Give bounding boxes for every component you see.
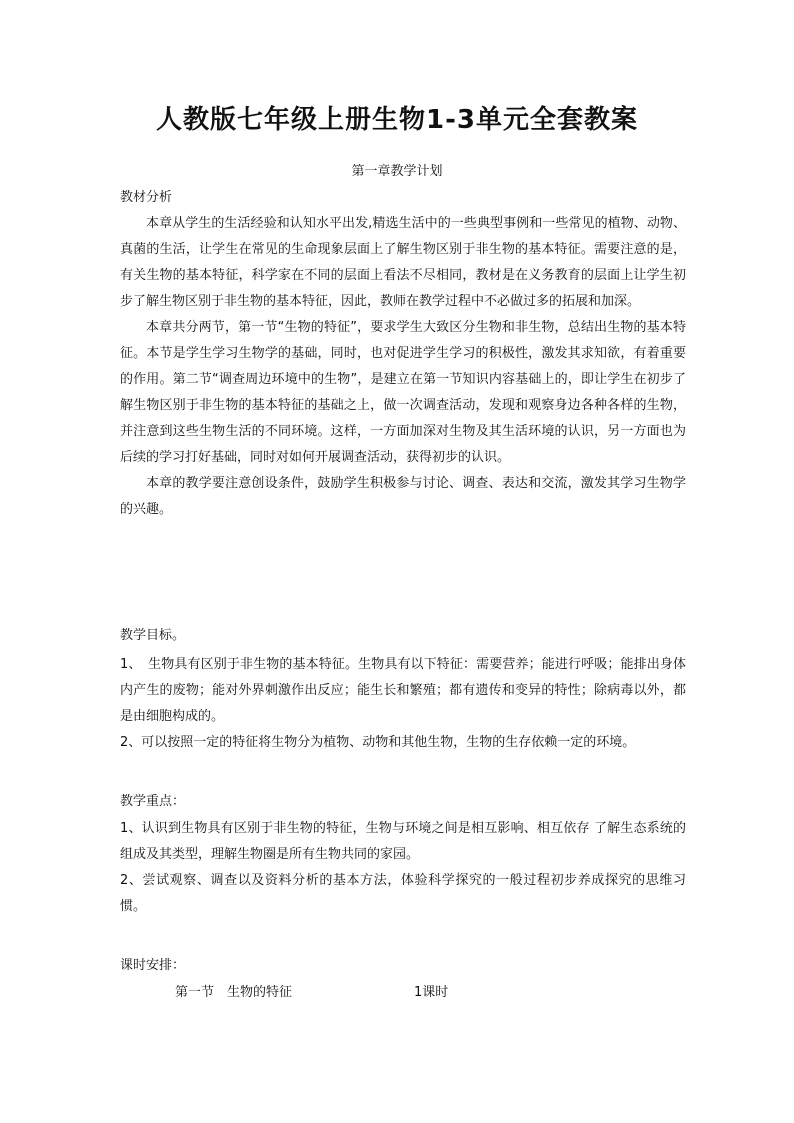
schedule-heading: 课时安排： [120, 958, 186, 973]
list-item: 1、认识到生物具有区别于非生物的特征，生物与环境之间是相互影响、相互依存 了解生态系统的组成及其类型，理解生物圈是所有生物共同的家园。 [120, 821, 686, 862]
teaching-goals-section [120, 652, 686, 756]
list-item: 2、尝试观察、调查以及资料分析的基本方法，体验科学探究的一般过程初步养成探究的思维习惯。 [120, 873, 686, 914]
chapter-subtitle: 第一章教学计划 [351, 164, 443, 179]
materials-analysis-heading: 教材分析 [120, 190, 173, 205]
teaching-goals-heading: 教学目标。 [120, 628, 186, 643]
paragraph: 本章共分两节，第一节“生物的特征”，要求学生大致区分生物和非生物，总结出生物的基本特征。本节是学生学习生物学的基础，同时，也对促进学生学习的积极性，激发其求知欲，有着重要的作用。第二节“调查周边环境中的生物”，是建立在第一节知识内容基础上的，即让学生在初步了解生物区别于非生物的基本特征的基础之上，做一次调查活动，发现和观察身边各种各样的生物，并注意到这些生物生活的不同环境。这样，一方面加深对生物及其生活环境的认识，另一方面也为后续的学习打好基础，同时对如何开展调查活动，获得初步的认识。 [120, 320, 686, 465]
key-points-heading: 教学重点： [120, 794, 186, 809]
paragraph: 本章的教学要注意创设条件，鼓励学生积极参与讨论、调查、表达和交流，激发其学习生物学的兴趣。 [120, 476, 686, 517]
materials-analysis-section [120, 211, 686, 523]
schedule-section: 第一节 生物的特征 [175, 985, 293, 1000]
list-item: 1、 生物具有区别于非生物的基本特征。生物具有以下特征：需要营养；能进行呼吸；能排出身体内产生的废物；能对外界刺激作出反应；能生长和繁殖；都有遗传和变异的特性；除病毒以外，都是由细胞构成的。 [120, 657, 686, 724]
schedule-row [175, 983, 575, 1003]
paragraph: 本章从学生的生活经验和认知水平出发,精选生活中的一些典型事例和一些常见的植物、动物、真菌的生活，让学生在常见的生命现象层面上了解生物区别于非生物的基本特征。需要注意的是，有关生物的基本特征，科学家在不同的层面上看法不尽相同，教材是在义务教育的层面上让学生初步了解生物区别于非生物的基本特征，因此，教师在教学过程中不必做过多的拓展和加深。 [120, 216, 686, 309]
list-item: 2、可以按照一定的特征将生物分为植物、动物和其他生物，生物的生存依赖一定的环境。 [120, 735, 636, 750]
schedule-hours: 1课时 [414, 985, 449, 1000]
key-points-section [120, 816, 686, 920]
document-title: 人教版七年级上册生物1-3单元全套教案 [156, 105, 638, 135]
